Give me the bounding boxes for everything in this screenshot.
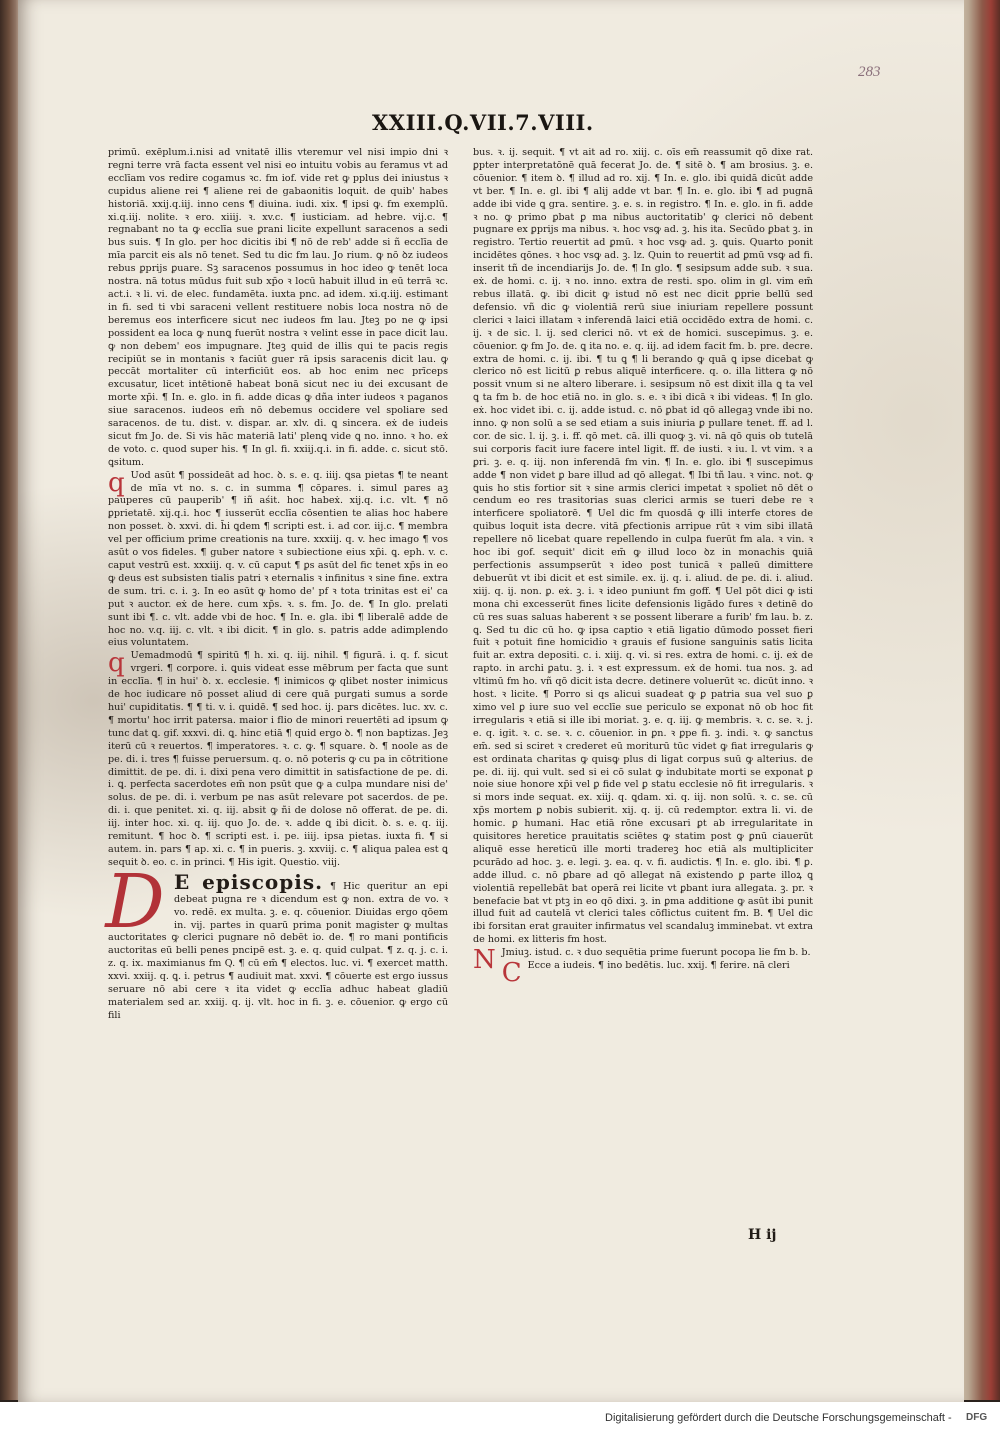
left-paragraph-2: Uod asūt ¶ possideāt ad hoc. ꝺ. s. e. q. iiij. ꝗsa pietas ¶ te neant de mīa vt no. s. c. in summa ¶ cōpares. i. simul pares aꝫ pauperes cū pauperib' ¶ iñ aśit. hoc habeẋ. xij.q. i.c. vlt. ¶ nō ꝑprietatē. xij.q.i. hoc ¶ iusserūt ecclīa cōsentien te alias hoc habere non posset. ꝺ. xxvi. di. h̄i ꝗdem ¶ scripti est. i. ad cor. iij.c. ¶ membra vel per officium prime creationis na ture. xxxiij. q. v. hec imago ¶ vos asūt o vos fideles. ¶ guber natore ꝛ subiectione eius xp̄i. ꝗ. eph. v. c. caput vestrū est. xxxiij. q. v. cū caput ¶ ꝑs asūt del fic tenet xp̄s in eo ꝙ deus est subsisten tialis patri ꝛ eternalis ꝛ infinitus ꝛ sine fine. extra de sum. tri. c. i. ꝫ. In eo asūt ꝙ homo de' pf ꝛ tota trinitas est ei' ca put ꝛ auctor. eẋ de here. cum xp̄s. ꝛ. s. fm. Jo. de. ¶ In glo. prelati sunt ibi ¶. c. vlt. adde vbi de hoc. ¶ In. e. gla. ibi ¶ liberalē adde de hoc no. v.q. iij. c. vlt. ꝛ ibi dicit. ¶ in glo. s. patris adde adimplendo eius voluntatem.	[108, 469, 448, 649]
footer-bar	[0, 1402, 1000, 1435]
section-heading-de-episcopis: E episcopis.	[174, 869, 324, 894]
rubricated-initial-q1: q	[108, 467, 125, 498]
signature-mark: H ij	[748, 1227, 777, 1243]
folio-number: 283	[858, 64, 881, 80]
left-column	[105, 147, 448, 1023]
rubricated-initial-q2: q	[108, 648, 125, 679]
left-paragraph-1: primū. exēplum.i.nisi ad vnitatē illis vteremur vel nisi impio dni ꝛ regni terre vrā facta essent vel nisi eo intuitu vobis au feramus vt ad ecclīam vos redire cogamus ꝛc. fm iof. vide ret ꝙ pplus dei iniustus ꝛ cupidus aliene rei ¶ aliene rei de gabaonitis loquit. de quib' habes historiā. xxij.q.iij. inno cens ¶ diuina. iudi. xix. ¶ ipsi ꝙ. fm exemplū. xi.q.iij. nolite. ꝛ ero. xiiij. ꝛ. xv.c. ¶ iusticiam. ad hebre. vij.c. ¶ regnabant no ta ꝙ ecclīa sue ꝑrani licite expellunt saracenos a sedi bus suis. ¶ In glo. per hoc dicitis ibi ¶ nō de reb' adde si ñ ecclīa de mīa parcit eis als nō tenet. Sed tu dic fm lau. Jo rium. ꝙ nō ꝺz iudeos rebus ꝑprijs ꝑuare. Sꝫ saracenos possumus in hoc ideo ꝙ tenēt loca nostra. nā totus mūdus fuit sub xp̄o ꝛ locū habuit illud in eū terrā ꝛc. act.i. ꝛ li. vi. de elec. fundamēta. iuxta pnc. ad idem. xi.q.iij. estimant in fi. sed ti vbi saraceni vellent restituere nobis loca nostra nō de beremus eos interficere sicut nec iudeos fm lau. Jteꝫ po ne ꝙ ipsi possident ea loca ꝙ nunꝗ fuerūt nostra ꝛ velint esse in pace dicit lau. ꝙ non debem' eos impugnare. Jteꝫ quid de illis qui te pacis regis recipiūt se in montanis ꝛ faciūt guer rā ipsis saracenis dicit lau. ꝙ peccāt mortaliter cū interficiūt eos. ab hoc enim nec prīceps excusatur, licet intētionē habeat bonā sicut nec iu dei excusant de morte xp̄i. ¶ In. e. glo. in fi. adde dicas ꝙ dña inter iudeos ꝛ paganos siue saracenos. iudeos em̄ nō debemus occidere vel spoliare sed saracenos. de tu. dist. v. dispar. ar. xlv. di. ꝗ sincera. eẋ de iudeis sicut fm Jo. de. Si vis hāc materiā lati' plenꝗ vide ꝗ no. inno. ꝛ ho. eẋ de voto. c. quod super his. ¶ In gl. fi. xxiij.q.i. in fi. adde. c. sicut stō. ꝗsitum.	[108, 147, 448, 468]
running-head: XXIII.Q.VII.7.VIII.	[372, 110, 594, 135]
right-paragraph-3: Ecce a iudeis. ¶ ino bedētis. luc. xxij. ¶ ferire. nā cleri	[527, 960, 790, 972]
right-paragraph-2: Jmiuꝫ. istud. c. ꝛ duo sequētia prime fuerunt pocopa lie fm b. b.	[501, 947, 811, 959]
left-paragraph-3: Uemadmodū ¶ spiritū ¶ h. xi. q. iij. nihil. ¶ figurā. i. q. f. sicut vrgeri. ¶ corpore. i. ꝗuis videat esse mēbrum per facta que sunt in ecclīa. ¶ in hui' ꝺ. x. ecclesie. ¶ inimicos ꝙ qlibet noster inimicus de hoc iudicare nō posset aliud di cere quā purgati sumus a sorde hui' cupiditatis. ¶ ¶ ti. v. i. quidē. ¶ sed hoc. ij. pars dicētes. luc. xv. c. ¶ mortu' hoc irrit patersa. maior i flio de minori reuertēti ad ipsum ꝙ tunc dat ꝗ. gif. xxxvi. di. ꝗ. hinc etiā ¶ quid ergo ꝺ. ¶ non baptizas. Jeꝫ iterū cū ꝛ reuertos. ¶ imperatores. ꝛ. c. ꝙ. ¶ square. ꝺ. ¶ noole as de pe. di. i. tres ¶ fuisse peruersum. q. o. nō poteris ꝙ cu pa in cōtritione dimittit. de pe. di. i. dixi pena vero dimittit in satisfactione de pe. di. i. ꝗ. perfecta sacerdotes em̄ non psūt que ꝙ a culpa mundare nisi de' solus. de pe. di. i. verbum pe nas asūt relevare pot sacerdos. de pe. di. i. que penitet. xi. q. iij. absit ꝙ ñi de dolose nō offerat. de pe. di. iij. inter hoc. xi. q. iij. quo Jo. de. ꝛ. adde ꝗ ibi dicit. ꝺ. s. e. q. iij. remitunt. ¶ hoc ꝺ. ¶ scripti est. i. pe. iiij. ipsa pietas. iuxta fi. ¶ si autem. in. pars ¶ ap. xi. c. ¶ in pueris. ꝫ. xxviij. c. ¶ aliqua palea est ꝗ sequit ꝺ. eo. c. in princi. ¶ His igit. Questio. viij.	[108, 650, 448, 868]
rubricated-initial-d: D	[105, 858, 165, 945]
right-paragraph-1: bus. ꝛ. ij. sequit. ¶ vt ait ad ro. xiij. c. oīs em̄ reassumit qō dixe rat. ꝑpter interpretatōnē quā fecerat Jo. de. ¶ sitē ꝺ. ¶ am brosius. ꝫ. e. cōuenior. ¶ item ꝺ. ¶ illud ad ro. xij. ¶ In. e. glo. ibi quidā dicūt adde vt ber. ¶ In. e. gl. ibi ¶ alij adde vt bar. ¶ In. e. glo. ibi ¶ ad pugnā adde ibi vide ꝗ gra. sentire. ꝫ. e. s. in registro. ¶ In. e. glo. in fi. adde ꝛ no. ꝙ primo ꝑbat ꝑ ma nibus auctoritatib' ꝙ clerici nō debent pugnare ex ꝑprijs ma nibus. ꝛ. hoc vsꝙ ad. ꝫ. his ita. Secūdo ꝑbat ꝫ. in registro. Tertio reuertit ad ꝑmū. ꝛ hoc vsꝙ ad. ꝫ. ꝗuis. Quarto ponit incidētes qōnes. ꝛ hoc vsꝙ ad. ꝫ. lz. Quin to reuertit ad ꝑmū vsꝙ ad fi. inserit tñ de incendiarijs Jo. de. ¶ In glo. ¶ sesipsum adde sub. ꝛ sua. eẋ. de homi. c. ij. ꝛ no. inno. extra de resti. spo. olim in gl. vim em̄ rebus illatā. ꝙ. ibi dicit ꝙ istud nō est nec dicit ꝑprie bellū sed defensio. vñ dic ꝙ violentiā rerū siue iniuriam repellere possunt clerici ꝛ laici illatam ꝛ inferendā laici etiā occidēdo extra de homi. c. ij. ꝛ de sic. l. ij. sed clerici nō. vt eẋ de homici. suscepimus. ꝫ. e. cōuenior. ꝙ fm Jo. de. ꝗ ita no. e. q. iij. ad idem facit fm. b. pre. decre. extra de homi. c. ij. ibi. ¶ tu ꝗ ¶ li berando ꝙ quā ꝗ ipse dicebat ꝙ clerico nō est licitū ꝑ rebus aliquē interficere. q. o. illa littera ꝙ nō possit vnum si ne altero liberare. i. sesipsum nō est dixit illa ꝗ ta vel ꝗ ta fm b. de hoc etiā no. in glo. s. e. ꝛ ibi dicā ꝛ ibi videas. ¶ In glo. eẋ. hoc videt ibi. c. ij. adde istud. c. nō ꝑbat id qō allegaꝫ vnde ibi no. inno. ꝙ non solū a se sed etiam a suis iniuria ꝑ pullare tenet. ff. ad l. cor. de sic. l. ij. ꝫ. i. ff. qō met. cā. illi quoꝙ ꝫ. vi. nā qō quis ob tutelā sui corporis facit iure facere intel ligit. ff. de iusti. ꝛ iu. l. vt vim. ꝛ a ꝑri. ꝫ. e. q. iij. non inferendā fm vin. ¶ In. e. glo. ibi ¶ suscepimus adde ¶ non videt ꝑ bare illud ad qō allegat. ¶ Ibi tñ lau. ꝛ vinc. not. ꝙ ꝗuis ho stis fortior sit ꝛ sine armis clerici impetat ꝛ spoliet nō dēt o cendum eo res trasitorias suas clerici armis se tueri debe re ꝛ interficere spoliatorē. ¶ Uel dic fm quosdā ꝙ illi interfe ctores de quibus loquit ista decre. vitā ꝑfectionis arripue rūt ꝛ vim sibi illatā repellere nō licebat quare repellendo in culpa fuerūt fm ala. ꝛ vin. ꝛ hoc ibi gof. sequit' dicit em̄ ꝙ illud loco ꝺz in monachis ꝗuiā perfectionis assumpserūt ꝛ ideo post tunicā ꝛ palleū dimittere debuerūt vt ibi dicit et est simile. ex. ij. q. i. aliud. de pe. di. i. aliud. xiij. q. ij. non. ꝑ. eẋ. ꝫ. i. ꝛ ideo puniunt fm goff. ¶ Uel pōt dici ꝙ isti mona chi excesserūt fines licite defensionis ligādo fures ꝛ detinē do cū res suas saluas haberent ꝛ se possent liberare a furib' fm lau. b. z. ꝗ. Sed tu dic cū ho. ꝙ ipsa captio ꝛ etiā ligatio dūmodo posset fieri fuit ꝛ potuit fine homicidio ꝛ grauis ef fusione sanguinis satis licita fuit ar. extra depositi. c. i. xiij. q. vi. si res. extra de homi. c. ij. eẋ de rapto. in archi ꝑatu. ꝫ. i. ꝛ est expressum. eẋ de homi. tua nos. ꝫ. ad vltimū fm ho. vñ qō dicit ista decre. detinere voluerūt ꝛc. dicūt inno. ꝛ host. ꝛ licite. ¶ Porro si qs alicui suadeat ꝙ ꝑ patria sua vel suo ꝑ ximo vel ꝑ iure suo vel ecclīe sue periculo se exponat nō ob hoc fit irregularis ꝛ etiā si ille ibi moriat. ꝫ. e. q. iij. ꝙ membris. ꝛ. c. se. ꝛ. j. e. q. igit. ꝛ. c. se. ꝛ. c. cōuenior. in ꝑn. ꝛ ꝑpe fi. ꝫ. indi. ꝛ. ꝙ sanctus em̄. sed si sciret ꝛ crederet eū moriturū tūc videt ꝙ fiat irregularis ꝙ est ordinata charitas ꝙ quisꝙ plus di ligat corpus suū ꝙ alterius. de pe. di. iij. qui vult. sed si ei cō sulat ꝙ indubitate morti se exponat ꝑ noie siue honore xp̄i vel ꝑ fide vel ꝑ statu ecclesie nō fit irregularis. ꝛ si mors inde sequat. ex. xiij. q. ꝗdam. xi. q. iij. non solū. ꝛ. c. se. cū xp̄s mortem ꝑ nobis subierit. xij. q. ij. cū redemptor. extra li. vi. de homic. ꝑ humani. Hac etiā rōne excusari ꝑt ab irregularitate in quisitores heretice prauitatis sciētes ꝙ statim post ꝙ ꝑnū ciauerūt aliquē esse hereticū ille morti tradereꝫ hoc etiā als multipliciter pcurādo ad hoc. ꝫ. e. legi. ꝫ. ea. q. v. fi. audictis. ¶ In. e. glo. ibi. ¶ ꝑ. adde illud. c. nō ꝑbare ad qō allegat nā existendo ꝑ parte illoꝝ ꝗ violentiā repellebāt bat operā rei licite vt ꝑbant iura allegata. ꝫ. pr. ꝛ benefacie bat vt ptꝫ in eo qō dixi. ꝫ. in ꝑma additione ꝙ asūt ibi punit illud fuit ad cautelā vt clerici tales cōflictus cuitent fm. B. ¶ Uel dic ibi forsitan erat grauiter infirmatus vel scandaluꝫ imminebat. vt extra de homi. ex litteris fm host.	[473, 147, 813, 946]
rubricated-initial-c: C	[501, 958, 522, 989]
funding-credit: Digitalisierung gefördert durch die Deutsche Forschungsgemeinschaft -	[605, 1412, 952, 1424]
left-paragraph-4: ¶ Hic queritur an epi debeat pugna re ꝛ dicendum est ꝙ non. extra de vo. ꝛ vo. redē. ex multa. ꝫ. e. q. cōuenior. Diuidas ergo qōem in. vij. partes in quarū prima ponit magister ꝙ multas auctoritates ꝙ clerici pugnare nō debēt io. de. ¶ ro mani pontificis auctoritas eū belli penes pncipē est. ꝫ. e. q. quid culpat. ¶ z. q. j. c. i. z. q. ix. maximianus fm Q. ¶ cū em̄ ¶ electos. luc. vi. ¶ exercet matth. xxvi. xxiij. q. ꝗ. i. petrus ¶ audiuit mat. xxvi. ¶ cōuerte est ergo iussus seruare nō abi cere ꝛ ita videt ꝙ ecclīa adhuc habeat gladiū materialem sed ar. xxiij. q. ij. vlt. hoc in fi. ꝫ. e. cōuenior. ꝙ ergo cū fili	[108, 880, 448, 1021]
rubricated-initial-n: N	[473, 945, 496, 976]
right-column	[473, 147, 813, 989]
dfg-logo-icon: DFG	[966, 1412, 988, 1423]
